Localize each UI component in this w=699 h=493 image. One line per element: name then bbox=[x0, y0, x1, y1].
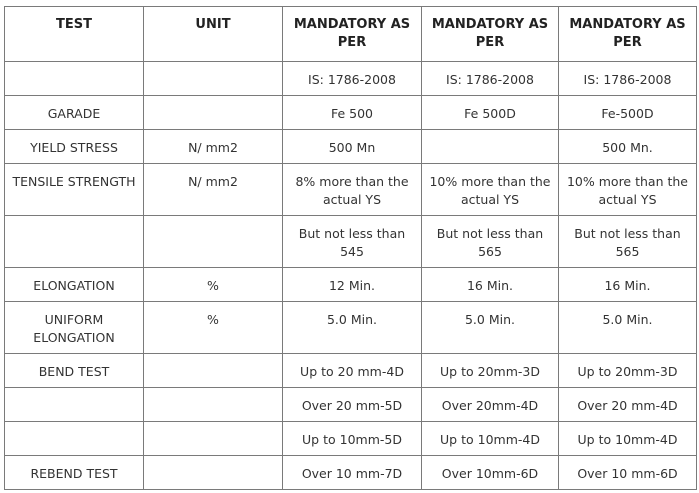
table-row bbox=[5, 388, 697, 422]
table-row bbox=[5, 130, 697, 164]
table-row bbox=[5, 268, 697, 302]
cell-value: Over 10mm-6D bbox=[422, 456, 559, 490]
cell-test bbox=[5, 388, 144, 422]
table-row bbox=[5, 456, 697, 490]
table-row bbox=[5, 422, 697, 456]
table-row bbox=[5, 96, 697, 130]
cell-unit bbox=[144, 62, 283, 96]
cell-value: Over 20 mm-5D bbox=[283, 388, 422, 422]
cell-value: Over 20mm-4D bbox=[422, 388, 559, 422]
cell-unit bbox=[144, 96, 283, 130]
header-mandatory-1: MANDATORY AS PER bbox=[283, 7, 422, 62]
cell-value: 500 Mn. bbox=[559, 130, 697, 164]
cell-value: 5.0 Min. bbox=[422, 302, 559, 354]
cell-value: IS: 1786-2008 bbox=[559, 62, 697, 96]
table-row bbox=[5, 216, 697, 268]
cell-value: But not less than 565 bbox=[422, 216, 559, 268]
cell-unit: N/ mm2 bbox=[144, 164, 283, 216]
cell-value: 500 Mn bbox=[283, 130, 422, 164]
cell-test: ELONGATION bbox=[5, 268, 144, 302]
cell-test: BEND TEST bbox=[5, 354, 144, 388]
cell-value: Up to 10mm-5D bbox=[283, 422, 422, 456]
cell-value: IS: 1786-2008 bbox=[283, 62, 422, 96]
cell-value: Fe 500D bbox=[422, 96, 559, 130]
header-unit: UNIT bbox=[144, 7, 283, 62]
header-mandatory-2: MANDATORY AS PER bbox=[422, 7, 559, 62]
cell-test bbox=[5, 62, 144, 96]
cell-value: Over 10 mm-7D bbox=[283, 456, 422, 490]
cell-value: 16 Min. bbox=[559, 268, 697, 302]
header-test: TEST bbox=[5, 7, 144, 62]
cell-unit bbox=[144, 216, 283, 268]
cell-value: But not less than 545 bbox=[283, 216, 422, 268]
cell-value: Fe-500D bbox=[559, 96, 697, 130]
cell-value: Up to 20 mm-4D bbox=[283, 354, 422, 388]
cell-value: 8% more than the actual YS bbox=[283, 164, 422, 216]
cell-test: TENSILE STRENGTH bbox=[5, 164, 144, 216]
cell-value: 10% more than the actual YS bbox=[422, 164, 559, 216]
cell-test: YIELD STRESS bbox=[5, 130, 144, 164]
cell-value: But not less than 565 bbox=[559, 216, 697, 268]
cell-test: REBEND TEST bbox=[5, 456, 144, 490]
cell-value: IS: 1786-2008 bbox=[422, 62, 559, 96]
cell-test bbox=[5, 216, 144, 268]
header-row bbox=[5, 7, 697, 62]
cell-value bbox=[422, 130, 559, 164]
table-row bbox=[5, 62, 697, 96]
cell-unit bbox=[144, 388, 283, 422]
cell-unit: % bbox=[144, 268, 283, 302]
cell-value: Fe 500 bbox=[283, 96, 422, 130]
cell-value: Up to 20mm-3D bbox=[422, 354, 559, 388]
cell-test bbox=[5, 422, 144, 456]
cell-value: 10% more than the actual YS bbox=[559, 164, 697, 216]
table-row bbox=[5, 354, 697, 388]
cell-test: GARADE bbox=[5, 96, 144, 130]
cell-value: Up to 10mm-4D bbox=[559, 422, 697, 456]
table-row bbox=[5, 302, 697, 354]
cell-value: Up to 10mm-4D bbox=[422, 422, 559, 456]
cell-value: 5.0 Min. bbox=[559, 302, 697, 354]
cell-value: 12 Min. bbox=[283, 268, 422, 302]
cell-value: Up to 20mm-3D bbox=[559, 354, 697, 388]
cell-unit: % bbox=[144, 302, 283, 354]
table-row bbox=[5, 164, 697, 216]
cell-value: Over 20 mm-4D bbox=[559, 388, 697, 422]
cell-value: 16 Min. bbox=[422, 268, 559, 302]
cell-unit bbox=[144, 456, 283, 490]
cell-test: UNIFORM ELONGATION bbox=[5, 302, 144, 354]
cell-unit: N/ mm2 bbox=[144, 130, 283, 164]
specification-table bbox=[4, 6, 697, 490]
cell-unit bbox=[144, 354, 283, 388]
cell-unit bbox=[144, 422, 283, 456]
cell-value: 5.0 Min. bbox=[283, 302, 422, 354]
header-mandatory-3: MANDATORY AS PER bbox=[559, 7, 697, 62]
cell-value: Over 10 mm-6D bbox=[559, 456, 697, 490]
